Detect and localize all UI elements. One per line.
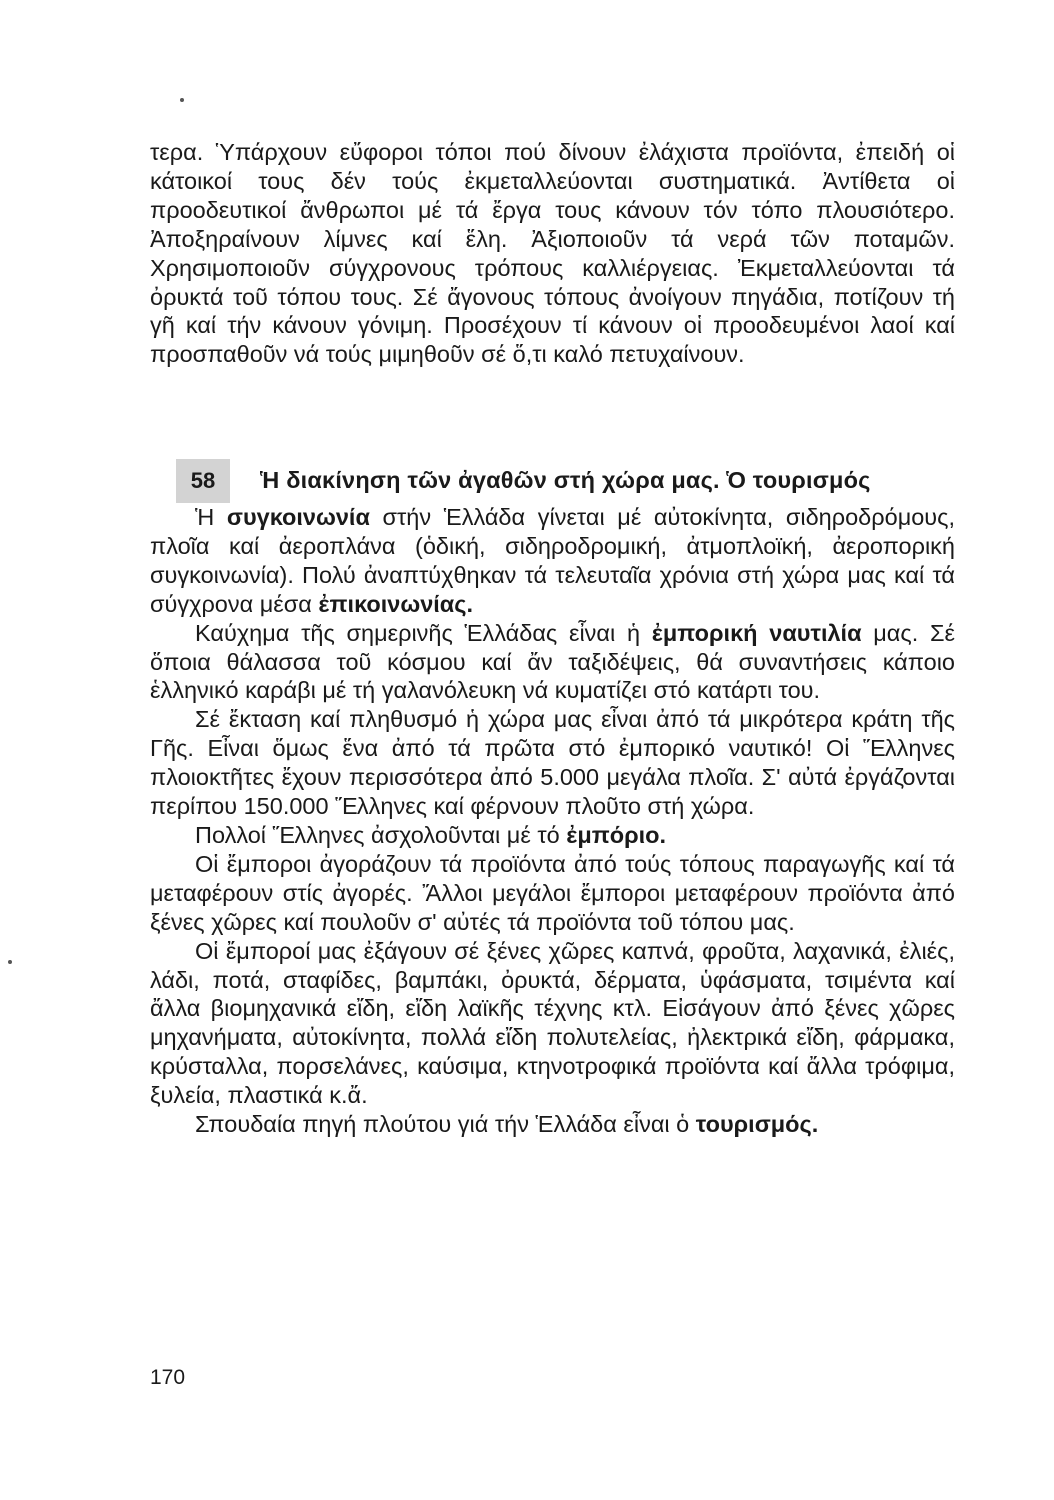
section-heading <box>176 458 871 503</box>
intro-paragraph-text: τερα. Ὑπάρχουν εὔφοροι τόποι πού δίνουν ἐλάχιστα προϊόντα, ἐπειδή οἱ κάτοικοί τους δέν τούς ἐκμεταλλεύονται συστηματικά. Ἀντίθετα οἱ προοδευτικοί ἄνθρωποι μέ τά ἔργα τους κάνουν τόν τόπο πλουσιότερο. Ἀποξηραίνουν λίμνες καί ἕλη. Ἀξιοποιοῦν τά νερά τῶν ποταμῶν. Χρησιμοποιοῦν σύγχρονους τρόπους καλλιέργειας. Ἐκμεταλλεύονται τά ὀρυκτά τοῦ τόπου τους. Σέ ἄγονους τόπους ἀνοίγουν πηγάδια, ποτίζουν τή γῆ καί τήν κάνουν γόνιμη. Προσέχουν τί κάνουν οἱ προοδευμένοι λαοί καί προσπαθοῦν νά τούς μιμηθοῦν σέ ὅ,τι καλό πετυχαίνουν. <box>150 139 955 368</box>
section-body <box>150 503 955 1139</box>
paragraph-commerce <box>150 821 955 850</box>
text-span: Πολλοί Ἕλληνες ἀσχολοῦνται μέ τό <box>195 821 567 848</box>
paragraph-communication <box>150 503 955 619</box>
paragraph-tourism <box>150 1110 955 1139</box>
text-span: στήν Ἑλλάδα γίνεται μέ αὐτοκίνητα, σιδηροδρόμους, πλοῖα καί ἀεροπλάνα (ὁδική, σιδηροδρομική, ἀτμοπλοϊκή, ἀεροπορική συγκοινωνία). Πολύ ἀναπτύχθηκαν τά τελευταῖα χρόνια στή χώρα μας καί τά σύγχρονα μέσα <box>150 504 956 617</box>
section-number-badge: 58 <box>176 459 230 503</box>
page-number: 170 <box>150 1366 186 1389</box>
paragraph-fleet: Σέ ἔκταση καί πληθυσμό ἡ χώρα μας εἶναι ἀπό τά μικρότερα κράτη τῆς Γῆς. Εἶναι ὅμως ἕνα ἀπό τά πρῶτα στό ἐμπορικό ναυτικό! Οἱ Ἕλληνες πλοιοκτῆτες ἔχουν περισσότερα ἀπό 5.000 μεγάλα πλοῖα. Σ' αὐτά ἐργάζονται περίπου 150.000 Ἕλληνες καί φέρνουν πλοῦτο στή χώρα. <box>150 706 955 820</box>
paragraph-shipping <box>150 619 955 706</box>
intro-paragraph <box>150 138 955 369</box>
paragraph-merchants: Οἱ ἔμποροι ἀγοράζουν τά προϊόντα ἀπό τούς τόπους παραγωγῆς καί τά μεταφέρουν στίς ἀγορές. Ἄλλοι μεγάλοι ἔμποροι μεταφέρουν προϊόντα ἀπό ξένες χῶρες καί πουλοῦν σ' αὐτές τά προϊόντα τοῦ τόπου μας. <box>150 850 955 935</box>
section-title: Ἡ διακίνηση τῶν ἀγαθῶν στή χώρα μας. Ὁ τουρισμός <box>260 467 871 493</box>
text-span: Ἡ <box>195 504 227 530</box>
bold-term: ἐπικοινωνίας. <box>318 590 473 617</box>
bold-term: ἐμπόριο. <box>566 821 667 848</box>
scan-speck <box>180 98 184 102</box>
bold-term: συγκοινωνία <box>226 504 370 530</box>
paragraph-exports-imports: Οἱ ἔμποροί μας ἐξάγουν σέ ξένες χῶρες καπνά, φροῦτα, λαχανικά, ἐλιές, λάδι, ποτά, σταφίδες, βαμπάκι, ὀρυκτά, δέρματα, ὑφάσματα, τσιμέντα καί ἄλλα βιομηχανικά εἴδη, εἴδη λαϊκῆς τέχνης κτλ. Εἰσάγουν ἀπό ξένες χῶρες μηχανήματα, αὐτοκίνητα, πολλά εἴδη πολυτελείας, ἠλεκτρικά εἴδη, φάρμακα, κρύσταλλα, πορσελάνες, καύσιμα, κτηνοτροφικά προϊόντα καί ἄλλα τρόφιμα, ξυλεία, πλαστικά κ.ἄ. <box>150 937 955 1109</box>
bold-term: ἐμπορική ναυτιλία <box>651 619 862 646</box>
text-span: Καύχημα τῆς σημερινῆς Ἑλλάδας εἶναι ἡ <box>195 619 652 646</box>
scan-speck <box>8 960 12 964</box>
text-span: Σπουδαία πηγή πλούτου γιά τήν Ἑλλάδα εἶναι ὁ <box>195 1111 696 1138</box>
bold-term: τουρισμός. <box>695 1111 819 1138</box>
text-span: μας. Σέ ὅποια θάλασσα τοῦ κόσμου καί ἄν ταξιδέψεις, θά συναντήσεις κάποιο ἑλληνικό καράβι μέ τή γαλανόλευκη νά κυματίζει στό κατάρτι του. <box>150 619 955 704</box>
